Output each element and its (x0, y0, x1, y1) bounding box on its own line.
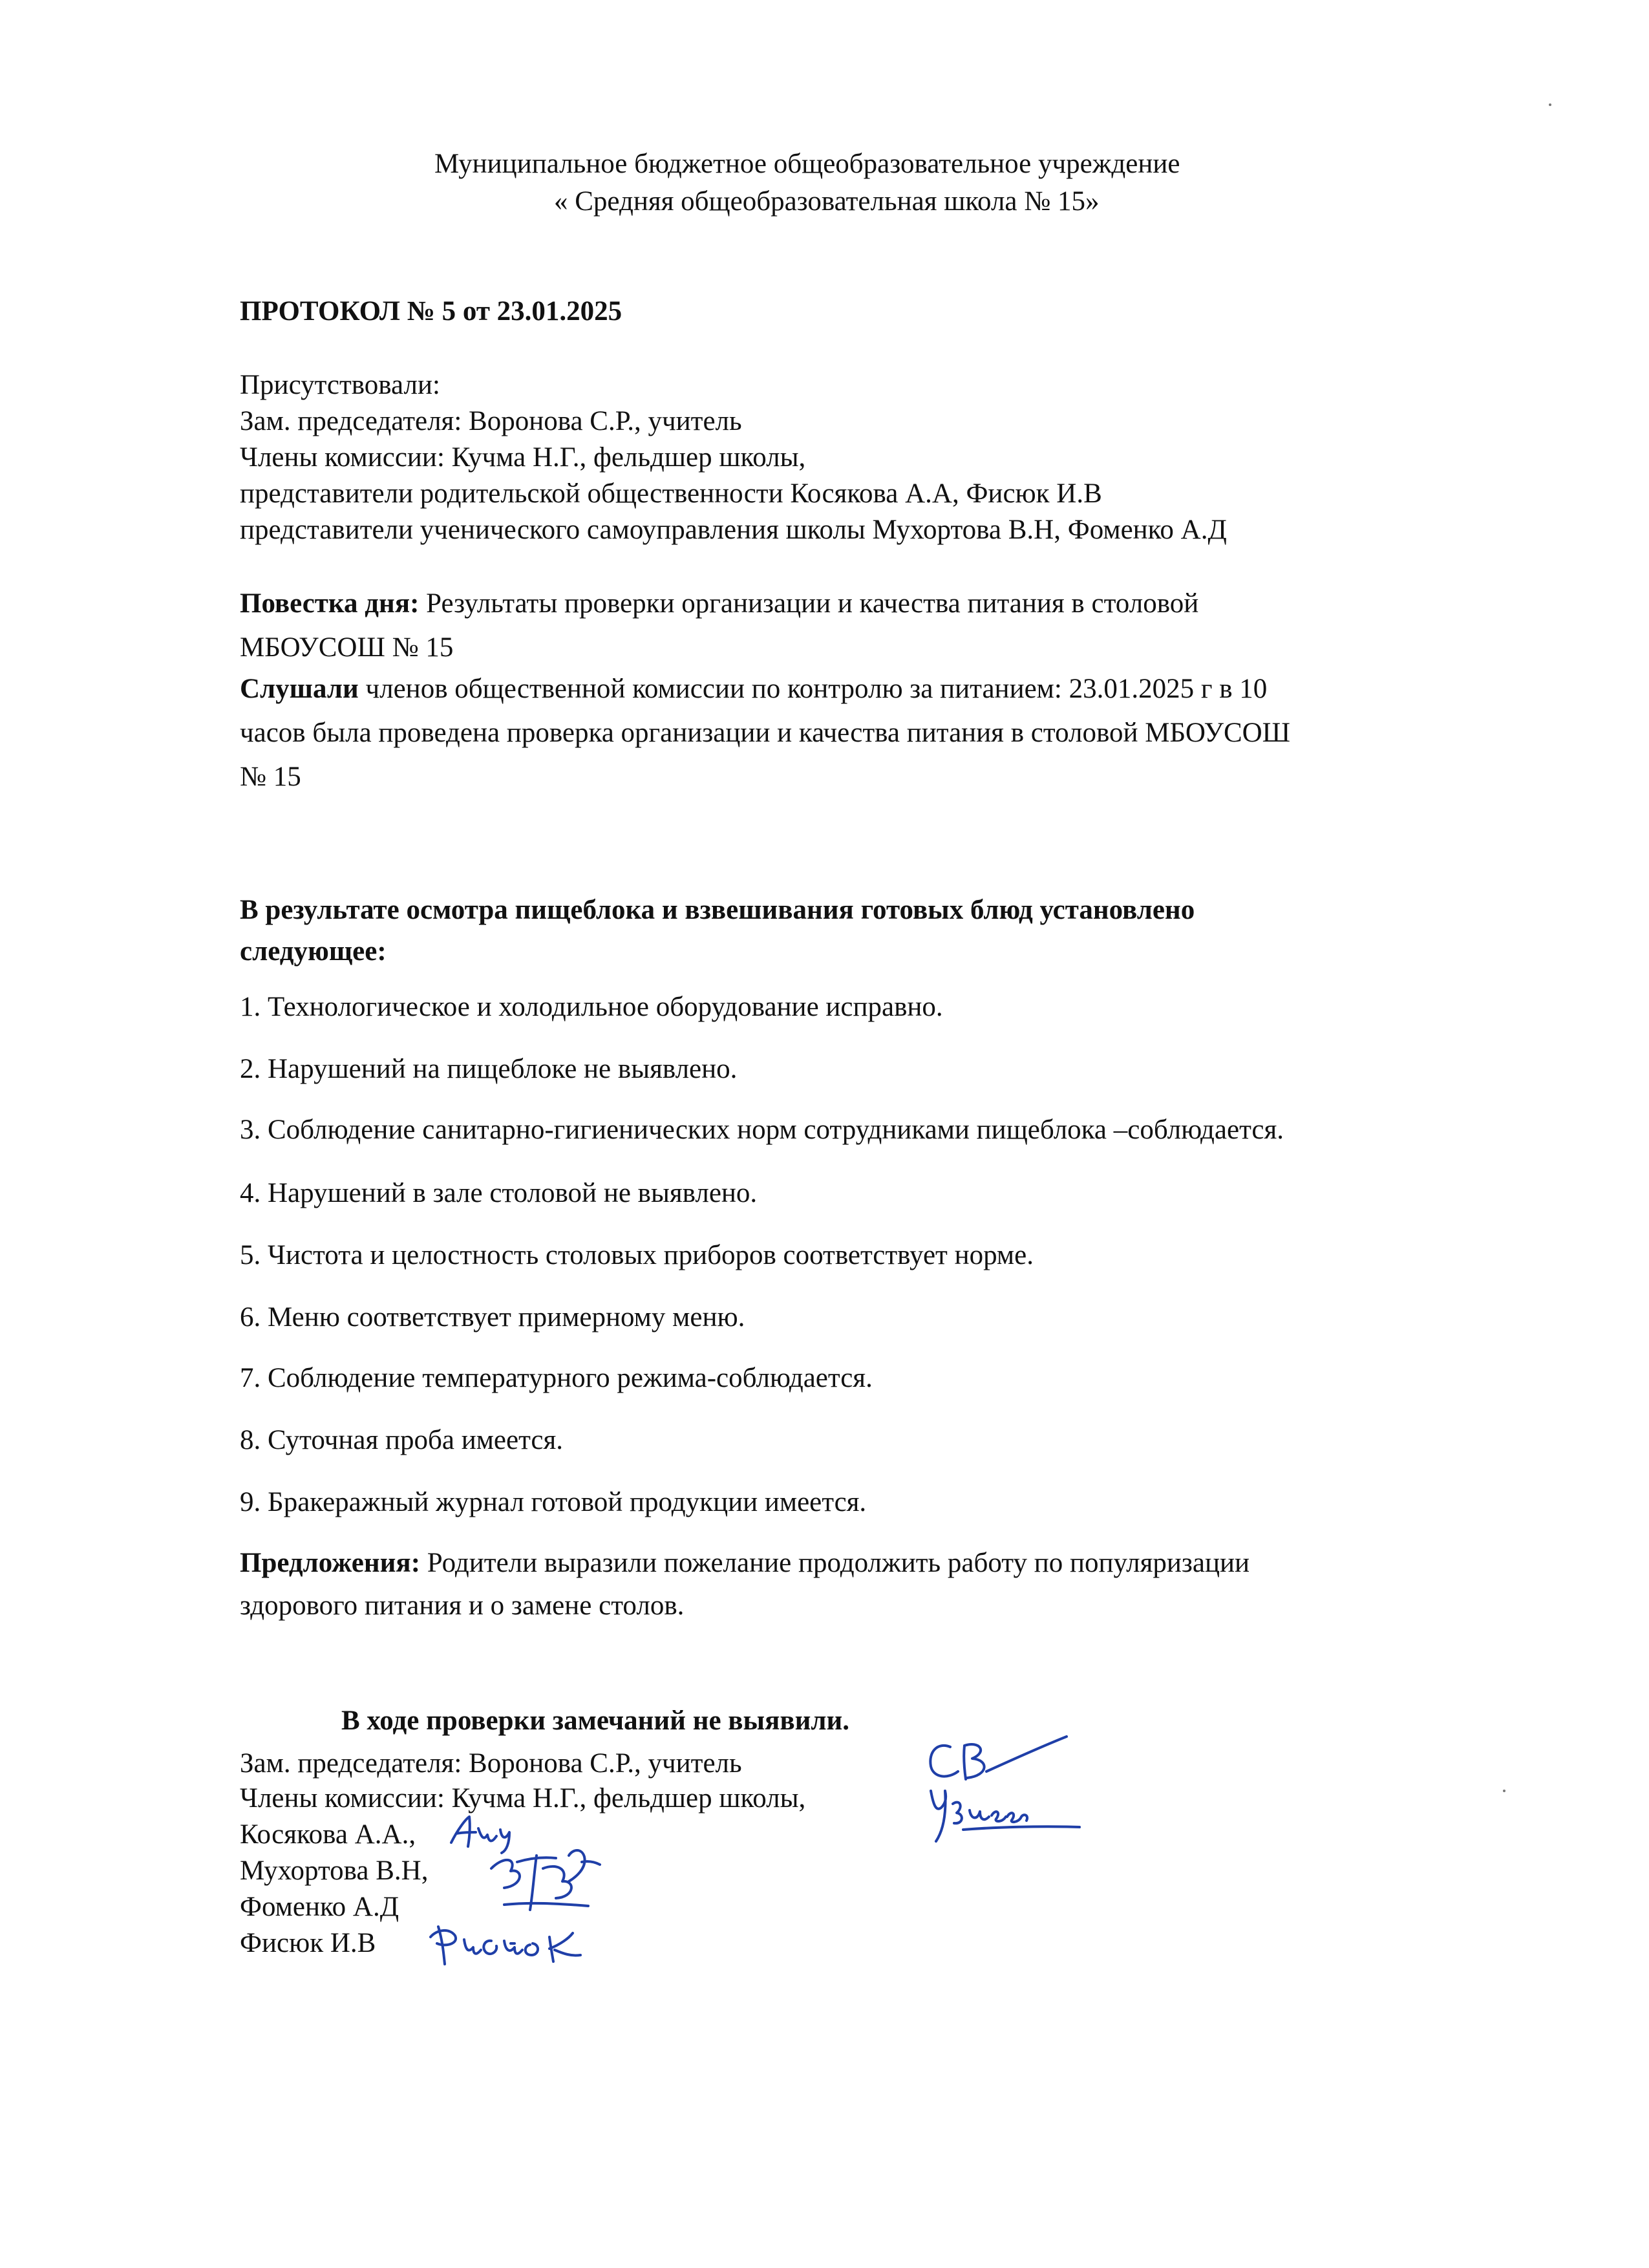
heard-line-1 (240, 675, 1267, 703)
attendees-line-2: Члены комиссии: Кучма Н.Г., фельдшер школы, (240, 442, 806, 473)
heard-label: Слушали (240, 674, 359, 704)
scan-speck (1549, 103, 1551, 106)
attendees-line-1: Зам. председателя: Воронова С.Р., учитель (240, 406, 742, 436)
signature-line-6: Фисюк И.В (240, 1928, 376, 1958)
agenda-label: Повестка дня: (240, 588, 420, 619)
attendees-heading: Присутствовали: (240, 370, 440, 400)
findings-heading-2: следующее: (240, 936, 387, 967)
institution-name-line2: « Средняя общеобразовательная школа № 15» (554, 186, 1100, 217)
protocol-title: ПРОТОКОЛ № 5 от 23.01.2025 (240, 296, 622, 326)
heard-text-1: членов общественной комиссии по контролю за питанием: 23.01.2025 г в 10 (358, 674, 1268, 704)
proposals-line-2: здорового питания и о замене столов. (240, 1590, 685, 1621)
finding-item: 4. Нарушений в зале столовой не выявлено. (240, 1178, 758, 1208)
proposals-label: Предложения: (240, 1548, 421, 1578)
signature-line-3: Косякова А.А., (240, 1819, 416, 1850)
finding-item: 8. Суточная проба имеется. (240, 1425, 564, 1455)
signature-fisyuk (427, 1914, 621, 1972)
finding-item: 6. Меню соответствует примерному меню. (240, 1302, 745, 1332)
signature-kuchma (924, 1779, 1092, 1850)
finding-item: 1. Технологическое и холодильное оборудование исправно. (240, 992, 943, 1022)
finding-item: 9. Бракеражный журнал готовой продукции имеется. (240, 1487, 867, 1517)
heard-line-2: часов была проведена проверка организации и качества питания в столовой МБОУСОШ (240, 718, 1291, 748)
finding-item: 3. Соблюдение санитарно-гигиенических норм сотрудниками пищеблока –соблюдается. (240, 1115, 1284, 1145)
signature-line-4: Мухортова В.Н, (240, 1856, 429, 1886)
signature-line-5: Фоменко А.Д (240, 1892, 399, 1922)
findings-heading-1: В результате осмотра пищеблока и взвешивания готовых блюд установлено (240, 895, 1195, 925)
attendees-line-4: представители ученического самоуправления школы Мухортова В.Н, Фоменко А.Д (240, 515, 1227, 545)
scan-speck (1503, 1790, 1505, 1792)
agenda-line-2: МБОУСОШ № 15 (240, 632, 454, 663)
proposals-text-1: Родители выразили пожелание продолжить работу по популяризации (420, 1548, 1250, 1578)
signature-line-1: Зам. председателя: Воронова С.Р., учитель (240, 1748, 742, 1779)
finding-item: 2. Нарушений на пищеблоке не выявлено. (240, 1054, 738, 1084)
attendees-line-3: представители родительской общественности Косякова А.А, Фисюк И.В (240, 478, 1102, 509)
signature-line-2: Члены комиссии: Кучма Н.Г., фельдшер школы, (240, 1783, 806, 1813)
proposals-line-1 (240, 1549, 1250, 1577)
heard-line-3: № 15 (240, 762, 301, 792)
institution-name-line1: Муниципальное бюджетное общеобразовательное учреждение (434, 149, 1180, 179)
agenda-line-1 (240, 590, 1198, 617)
agenda-text-1: Результаты проверки организации и качества питания в столовой (419, 588, 1199, 619)
conclusion: В ходе проверки замечаний не выявили. (341, 1706, 850, 1736)
finding-item: 5. Чистота и целостность столовых приборов соответствует норме. (240, 1240, 1034, 1270)
finding-item: 7. Соблюдение температурного режима-соблюдается. (240, 1363, 873, 1393)
